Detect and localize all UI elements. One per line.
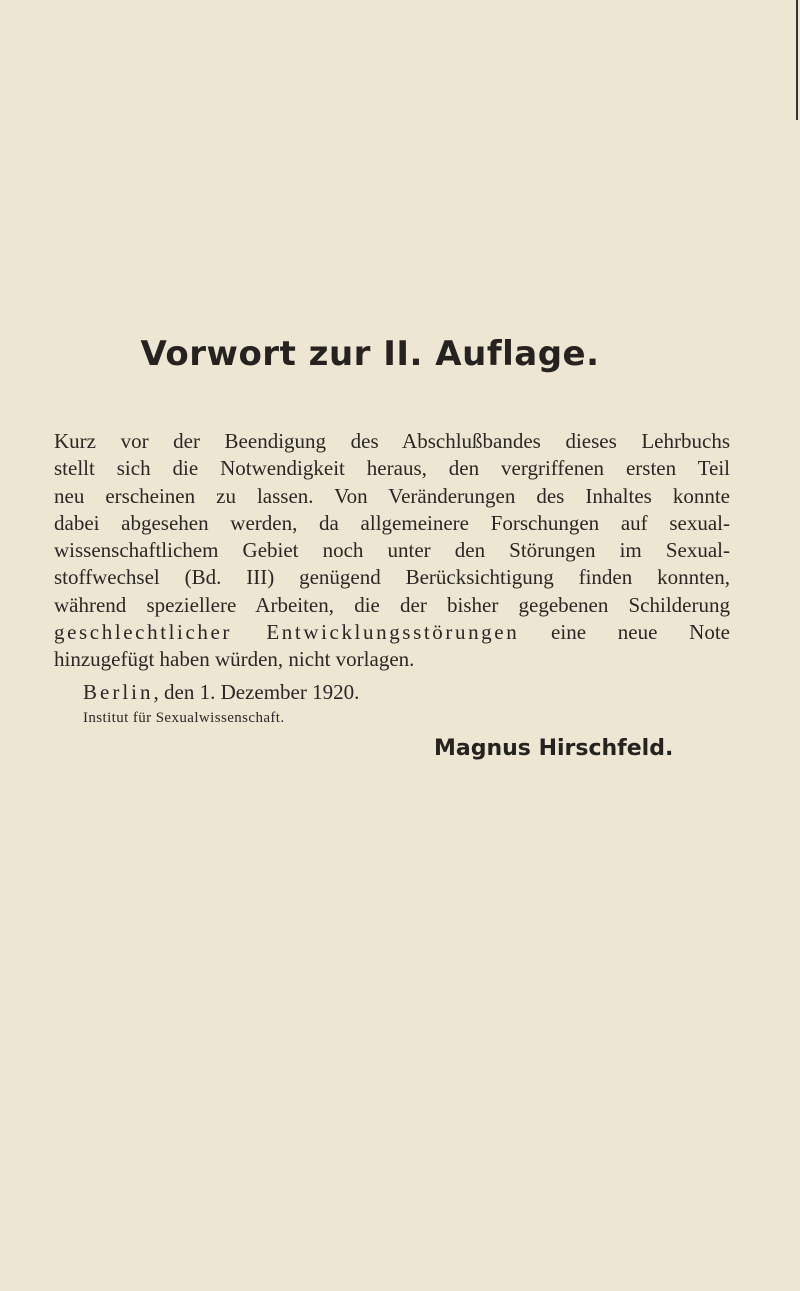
paragraph-line: wissenschaftlichem Gebiet noch unter den Störungen im Sexual- (54, 538, 730, 563)
date-text: , den 1. Dezember 1920. (153, 680, 360, 704)
preface-paragraph (54, 428, 730, 674)
page-edge-shadow (796, 0, 798, 120)
paragraph-line (54, 619, 730, 646)
paragraph-line: stoffwechsel (Bd. III) genügend Berücksichtigung finden konnten, (54, 565, 730, 590)
paragraph-text: eine neue Note (519, 620, 730, 645)
place-name: Berlin (83, 680, 154, 704)
emphasized-text: geschlechtlicher Entwicklungsstörungen (54, 620, 520, 645)
author-signature: Magnus Hirschfeld. (434, 736, 674, 761)
paragraph-line: neu erscheinen zu lassen. Von Veränderungen des Inhaltes konnte (54, 483, 730, 508)
institute-name: Institut für Sexualwissenschaft. (83, 710, 285, 726)
page-title: Vorwort zur II. Auflage. (140, 334, 600, 374)
place-date-line (83, 680, 359, 705)
paragraph-line: während speziellere Arbeiten, die der bisher gegebenen Schilderung (54, 592, 730, 617)
paragraph-line: stellt sich die Notwendigkeit heraus, den vergriffenen ersten Teil (54, 456, 730, 481)
paragraph-line: hinzugefügt haben würden, nicht vorlagen. (54, 647, 415, 672)
paragraph-line: dabei abgesehen werden, da allgemeinere Forschungen auf sexual- (54, 510, 730, 535)
paragraph-line: Kurz vor der Beendigung des Abschlußbandes dieses Lehrbuchs (54, 429, 730, 453)
